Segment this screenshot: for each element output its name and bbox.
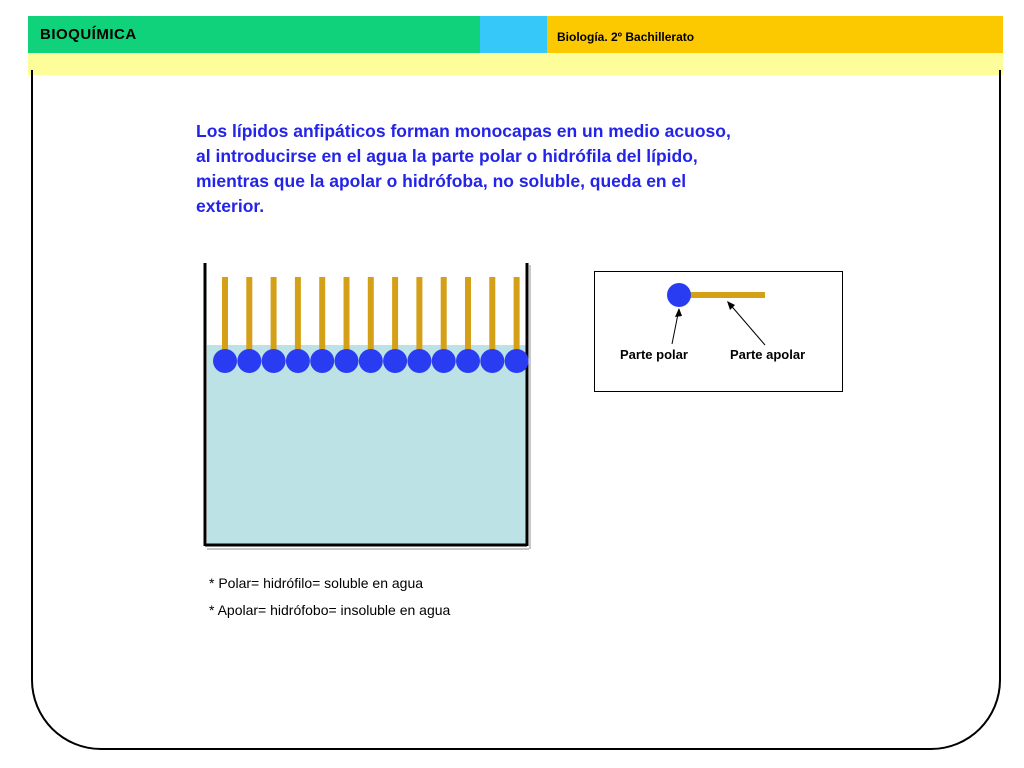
legend-apolar-label: Parte apolar	[730, 347, 806, 362]
lipid-head	[407, 349, 431, 373]
legend-lipid-head	[667, 283, 691, 307]
lipid-head	[359, 349, 383, 373]
lipid-head	[456, 349, 480, 373]
header-title: BIOQUÍMICA	[40, 26, 137, 43]
lipid-head	[505, 349, 529, 373]
lipid-head	[335, 349, 359, 373]
lipid-head	[480, 349, 504, 373]
lipid-head	[213, 349, 237, 373]
legend-box	[595, 272, 843, 392]
lipid-head	[310, 349, 334, 373]
lipid-head	[262, 349, 286, 373]
lipid-head	[237, 349, 261, 373]
intro-line: al introducirse en el agua la parte polar o hidrófila del lípido,	[196, 146, 698, 166]
lipid-head	[286, 349, 310, 373]
note-polar: * Polar= hidrófilo= soluble en agua	[209, 575, 424, 591]
legend-polar-label: Parte polar	[620, 347, 688, 362]
lipid-head	[432, 349, 456, 373]
water	[207, 345, 527, 545]
lipid-monolayer	[213, 277, 529, 373]
note-apolar: * Apolar= hidrófobo= insoluble en agua	[209, 602, 451, 618]
lipid-head	[383, 349, 407, 373]
intro-line: mientras que la apolar o hidrófoba, no soluble, queda en el	[196, 171, 687, 191]
intro-line: Los lípidos anfipáticos forman monocapas en un medio acuoso,	[196, 121, 731, 141]
header-subtitle: Biología. 2º Bachillerato	[557, 30, 695, 44]
intro-line: exterior.	[196, 196, 265, 216]
